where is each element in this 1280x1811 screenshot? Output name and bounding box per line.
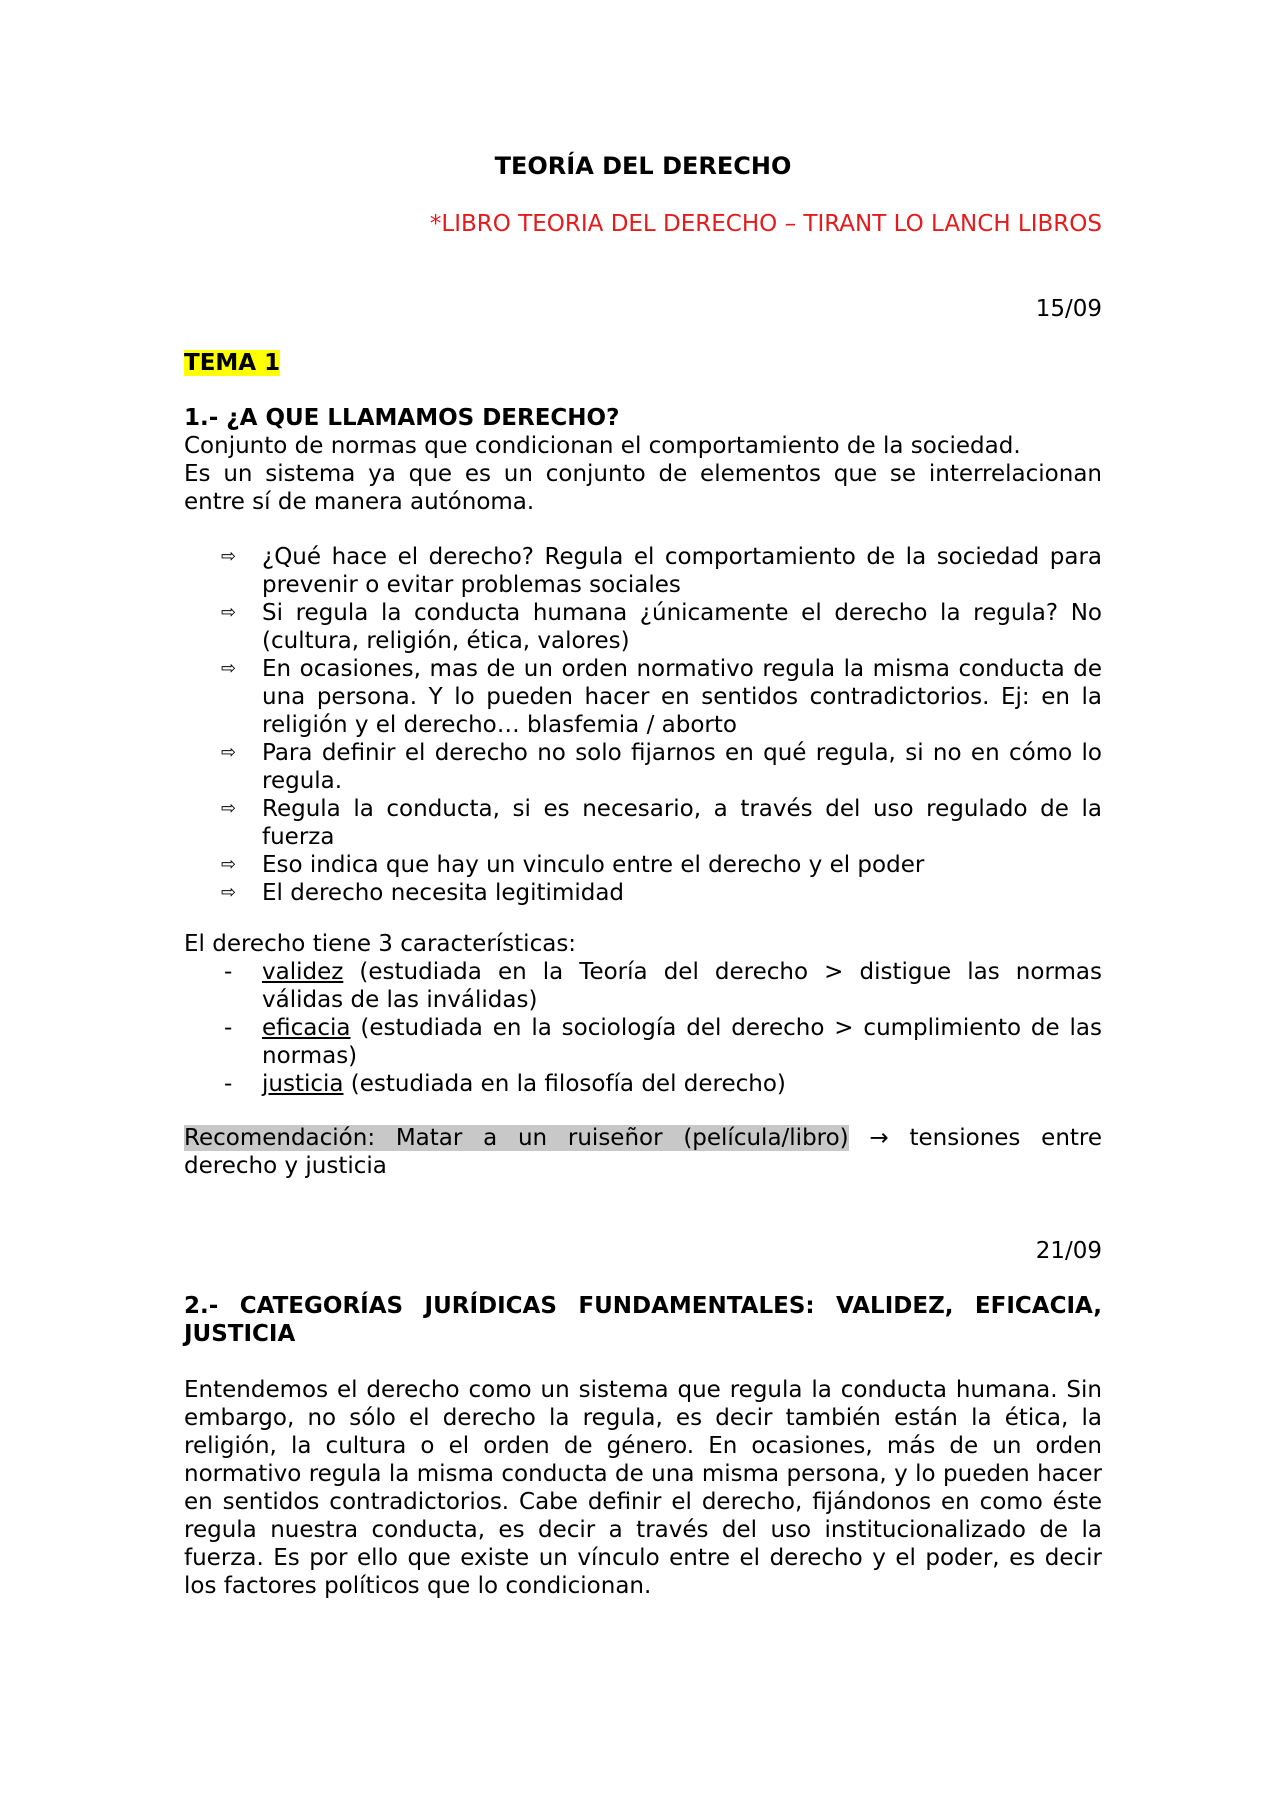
- dash-marker: -: [224, 1015, 233, 1041]
- dash-marker: -: [224, 1071, 233, 1097]
- arrow-bullet-icon: ⇨: [221, 742, 237, 763]
- list-item: - eficacia (estudiada en la sociología del derecho > cumplimiento de las normas): [224, 1015, 1102, 1069]
- list-item: ⇨ En ocasiones, mas de un orden normativo regula la misma conducta de una persona. Y lo pueden hacer en sentidos contradictorios. Ej: en la religión y el derecho… blasfemia / aborto: [221, 656, 1102, 738]
- dash-marker: -: [224, 959, 233, 985]
- list-item: - validez (estudiada en la Teoría del derecho > distigue las normas válidas de las inválidas): [224, 959, 1102, 1013]
- arrow-bullet-icon: ⇨: [221, 854, 237, 875]
- arrow-bullet-icon: ⇨: [221, 546, 237, 567]
- recommendation-line-1: [184, 1124, 1102, 1152]
- section-1-bullets: [184, 543, 1102, 907]
- list-item: ⇨ Regula la conducta, si es necesario, a través del uso regulado de la fuerza: [221, 796, 1102, 850]
- characteristics-list: [184, 958, 1102, 1098]
- section-1-heading: 1.- ¿A QUE LLAMAMOS DERECHO?: [184, 405, 620, 431]
- characteristics-block: [184, 930, 1102, 1098]
- list-item: ⇨ Si regula la conducta humana ¿únicamente el derecho la regula? No (cultura, religión, ética, valores): [221, 600, 1102, 654]
- term-eficacia: eficacia: [262, 1015, 351, 1041]
- section-2-heading: 2.- CATEGORÍAS JURÍDICAS FUNDAMENTALES: VALIDEZ, EFICACIA, JUSTICIA: [184, 1293, 1102, 1347]
- list-item: ⇨ Eso indica que hay un vinculo entre el derecho y el poder: [221, 852, 925, 878]
- arrow-bullet-icon: ⇨: [221, 658, 237, 679]
- arrow-bullet-icon: ⇨: [221, 602, 237, 623]
- list-item: ⇨ Para definir el derecho no solo fijarnos en qué regula, si no en cómo lo regula.: [221, 740, 1102, 794]
- right-arrow-icon: →: [869, 1125, 889, 1151]
- recommendation-rest: tensiones entre: [909, 1125, 1103, 1151]
- arrow-bullet-list: [184, 543, 1102, 907]
- list-item: ⇨ El derecho necesita legitimidad: [221, 880, 625, 906]
- document-title: TEORÍA DEL DERECHO: [494, 152, 792, 180]
- term-validez: validez: [262, 959, 344, 985]
- tema-label: TEMA 1: [184, 350, 281, 376]
- section-1: [184, 404, 1102, 516]
- recommendation-line-2: derecho y justicia: [184, 1153, 387, 1179]
- section-2-paragraph: Entendemos el derecho como un sistema que regula la conducta humana. Sin embargo, no sólo el derecho la regula, es decir también están la ética, la religión, la cultura o el orden de género. En ocasiones, más de un orden normativo regula la misma conducta de una misma persona, y lo pueden hacer en sentidos contradictorios. Cabe definir el derecho, fijándonos en como éste regula nuestra conducta, es decir a través del uso institucionalizado de la fuerza. Es por ello que existe un vínculo entre el derecho y el poder, es decir los factores políticos que lo condicionan.: [184, 1377, 1102, 1599]
- recommendation-highlight: Recomendación: Matar a un ruiseñor (película/libro): [184, 1125, 849, 1151]
- date-label-1: 15/09: [1035, 296, 1102, 322]
- recommendation: [184, 1124, 1102, 1180]
- term-justicia: justicia: [262, 1071, 344, 1097]
- arrow-bullet-icon: ⇨: [221, 882, 237, 903]
- section-1-line-2: Es un sistema ya que es un conjunto de elementos que se interrelacionan entre sí de manera autónoma.: [184, 461, 1102, 515]
- list-item: ⇨ ¿Qué hace el derecho? Regula el comportamiento de la sociedad para prevenir o evitar problemas sociales: [221, 544, 1102, 598]
- characteristics-intro: El derecho tiene 3 características:: [184, 931, 577, 957]
- tema-heading: [184, 349, 280, 377]
- section-2: [184, 1292, 1102, 1348]
- section-1-line-1: Conjunto de normas que condicionan el comportamiento de la sociedad.: [184, 433, 1021, 459]
- list-item: - justicia (estudiada en la filosofía del derecho): [224, 1071, 786, 1097]
- book-reference: *LIBRO TEORIA DEL DERECHO – TIRANT LO LANCH LIBROS: [429, 211, 1102, 237]
- arrow-bullet-icon: ⇨: [221, 798, 237, 819]
- date-label-2: 21/09: [1035, 1238, 1102, 1264]
